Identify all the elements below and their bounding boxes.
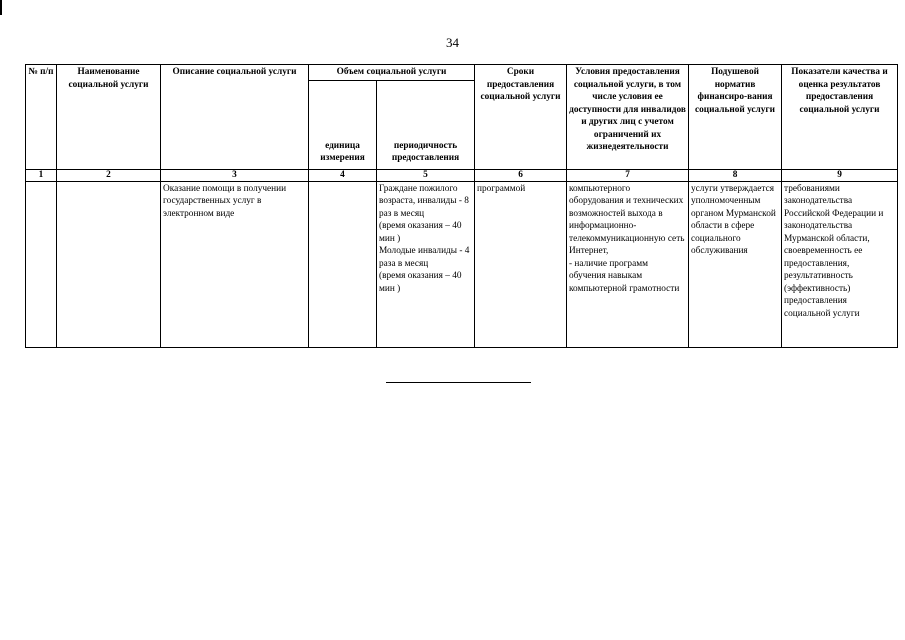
column-number: 6 (475, 169, 567, 181)
periodicity-line: Молодые инвалиды - 4 раза в месяц (379, 246, 470, 269)
page-number: 34 (446, 35, 459, 50)
column-number: 4 (309, 169, 377, 181)
table-row (26, 181, 898, 347)
periodicity-line: Граждане пожилого возраста, инвалиды - 8 раз в месяц (379, 183, 469, 219)
header-terms: Сроки предоставления социальной услуги (475, 65, 567, 170)
header-quality: Показатели качества и оценка результатов предоставления социальной услуги (782, 65, 898, 170)
footer-rule (386, 382, 531, 383)
header-financing: Подушевой норматив финансиро-вания социальной услуги (689, 65, 782, 170)
column-number: 9 (782, 169, 898, 181)
periodicity-line: (время оказания – 40 мин ) (379, 221, 462, 244)
header-description: Описание социальной услуги (161, 65, 309, 170)
cell-terms: программой (475, 181, 567, 347)
header-periodicity: периодичность предоставления (377, 80, 475, 169)
conditions-line: - наличие программ обучения навыкам компьютерной грамотности (569, 258, 680, 294)
scan-edge-mark (0, 0, 2, 15)
header-volume-group: Объем социальной услуги (309, 65, 475, 81)
header-row-top (26, 65, 898, 81)
column-number: 2 (57, 169, 161, 181)
cell-periodicity (377, 181, 475, 347)
periodicity-line: (время оказания – 40 мин ) (379, 271, 462, 294)
social-service-table (25, 64, 898, 348)
cell-description: Оказание помощи в получении государственных услуг в электронном виде (161, 181, 309, 347)
column-number: 8 (689, 169, 782, 181)
cell-conditions (567, 181, 689, 347)
cell-service-name (57, 181, 161, 347)
column-number: 5 (377, 169, 475, 181)
cell-financing: услуги утверждается уполномоченным органом Мурманской области в сфере социального обслуживания (689, 181, 782, 347)
cell-quality: требованиями законодательства Российской Федерации и законодательства Мурманской области, своевременность ее предоставления, результативность (эффективность) предоставления социальной услуги (782, 181, 898, 347)
header-conditions: Условия предоставления социальной услуги, в том числе условия ее доступности для инвалидов и других лиц с учетом ограничений их жизнедеятельности (567, 65, 689, 170)
header-service-name: Наименование социальной услуги (57, 65, 161, 170)
header-num: № п/п (26, 65, 57, 170)
column-number: 1 (26, 169, 57, 181)
column-number: 7 (567, 169, 689, 181)
column-number: 3 (161, 169, 309, 181)
cell-unit (309, 181, 377, 347)
conditions-line: компьютерного оборудования и технических возможностей выхода в информационно-телекоммуникационную сеть Интернет, (569, 183, 685, 256)
cell-num (26, 181, 57, 347)
header-unit: единица измерения (309, 80, 377, 169)
column-number-row (26, 169, 898, 181)
